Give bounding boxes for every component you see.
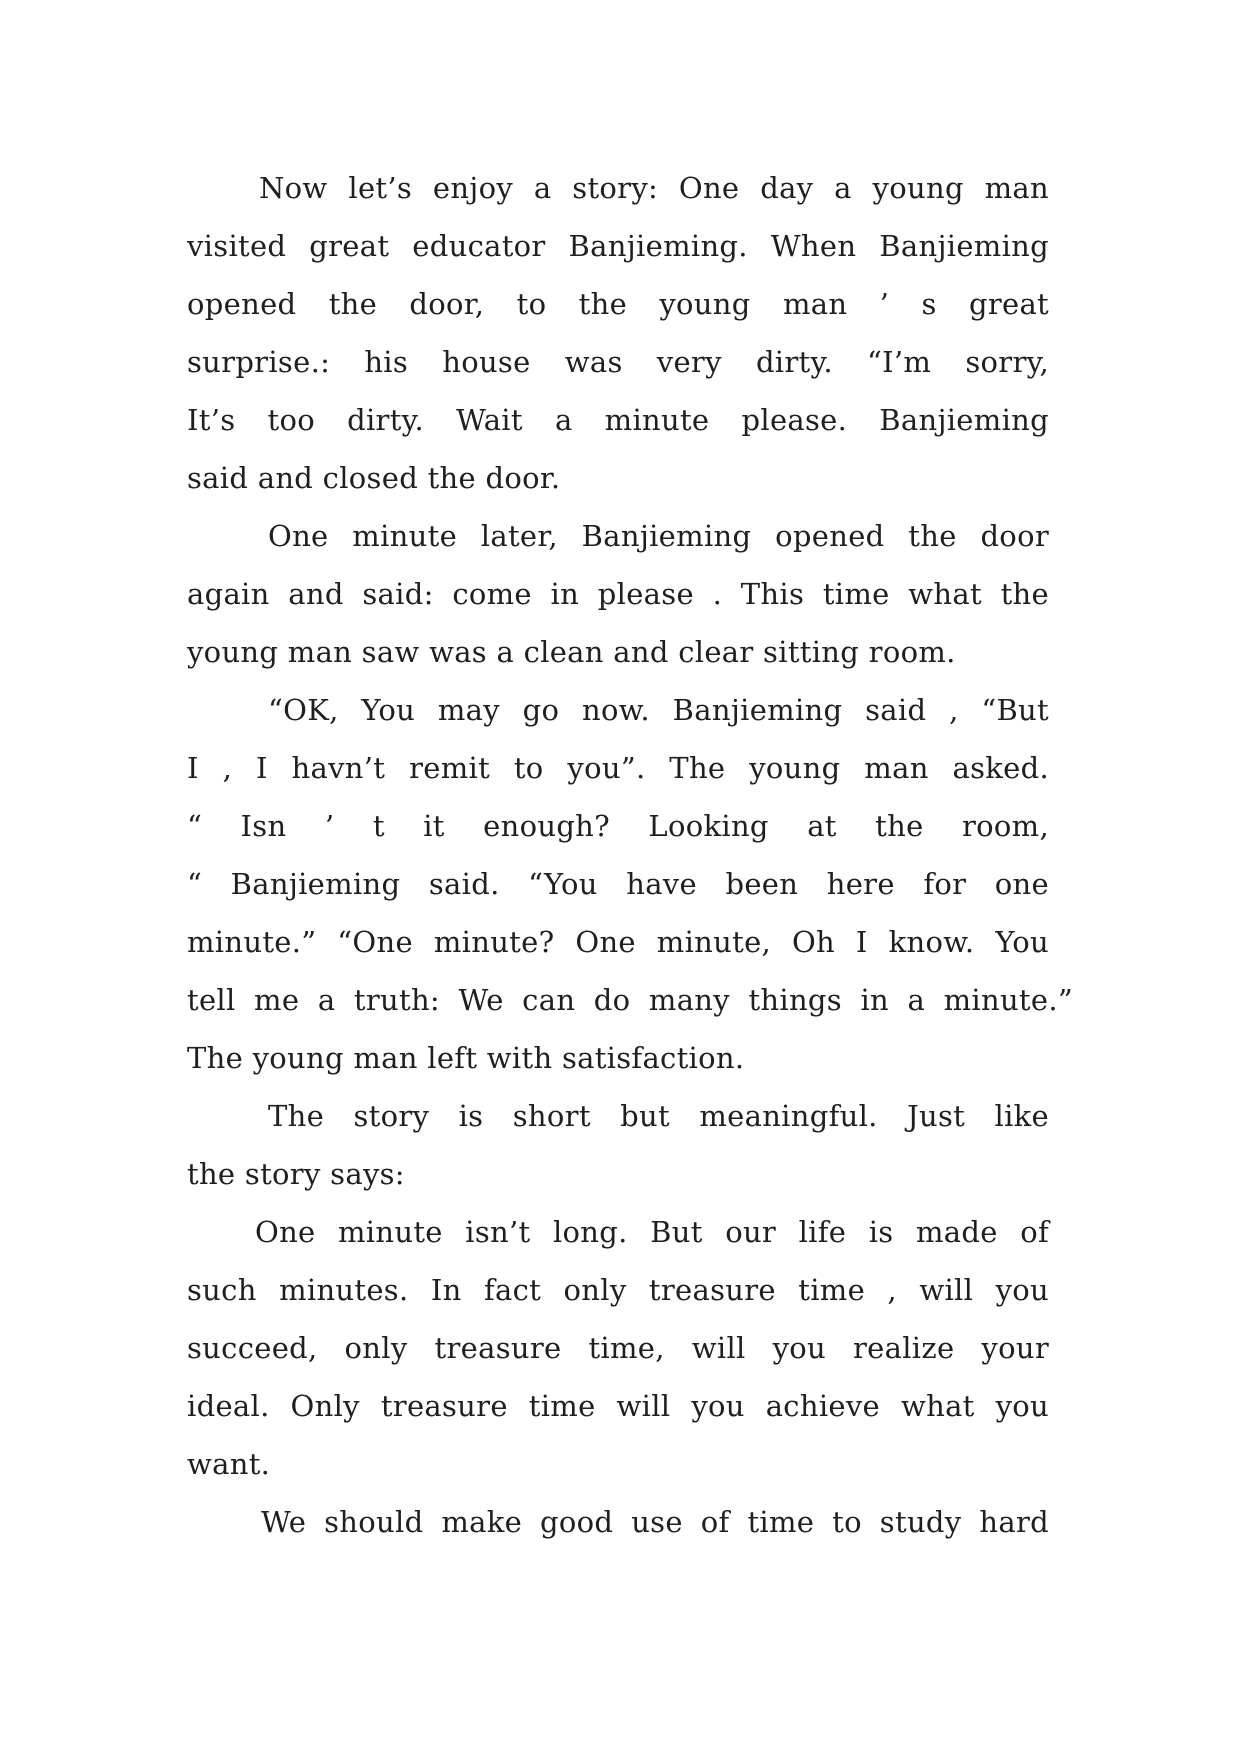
paragraph-6	[187, 1493, 1049, 1551]
paragraph-3	[187, 681, 1073, 1087]
text-line: minute.” “One minute? One minute, Oh I know. You	[187, 925, 1049, 959]
text-line: Now let’s enjoy a story: One day a young man	[259, 171, 1049, 205]
text-line: The story is short but meaningful. Just like	[268, 1099, 1049, 1133]
text-line: We should make good use of time to study hard	[261, 1505, 1049, 1539]
text-line: One minute isn’t long. But our life is made of	[255, 1215, 1049, 1249]
text-line: opened the door, to the young man ’ s great	[187, 287, 1049, 321]
paragraph-4	[187, 1087, 1049, 1203]
text-line: tell me a truth: We can do many things in a minute.”	[187, 983, 1073, 1017]
text-line: It’s too dirty. Wait a minute please. Banjieming	[187, 403, 1049, 437]
text-line: The young man left with satisfaction.	[187, 1041, 745, 1075]
text-line: the story says:	[187, 1157, 405, 1191]
text-line: I , I havn’t remit to you”. The young man asked.	[187, 751, 1049, 785]
text-line: surprise.: his house was very dirty. “I’m sorry,	[187, 345, 1049, 379]
text-line: “ Isn ’ t it enough? Looking at the room,	[187, 809, 1049, 843]
text-line: young man saw was a clean and clear sitting room.	[187, 635, 956, 669]
paragraph-2	[187, 507, 1049, 681]
text-line: “ Banjieming said. “You have been here for one	[187, 867, 1049, 901]
text-line: such minutes. In fact only treasure time , will you	[187, 1273, 1049, 1307]
text-line: succeed, only treasure time, will you realize your	[187, 1331, 1049, 1365]
text-line: One minute later, Banjieming opened the door	[268, 519, 1049, 553]
text-line: “OK, You may go now. Banjieming said , “But	[268, 693, 1049, 727]
paragraph-1	[187, 159, 1049, 507]
text-line: again and said: come in please . This time what the	[187, 577, 1049, 611]
text-line: visited great educator Banjieming. When Banjieming	[187, 229, 1049, 263]
text-line: ideal. Only treasure time will you achieve what you	[187, 1389, 1049, 1423]
document-body	[187, 159, 1073, 1551]
text-line: want.	[187, 1447, 271, 1481]
text-line: said and closed the door.	[187, 461, 561, 495]
paragraph-5	[187, 1203, 1049, 1493]
